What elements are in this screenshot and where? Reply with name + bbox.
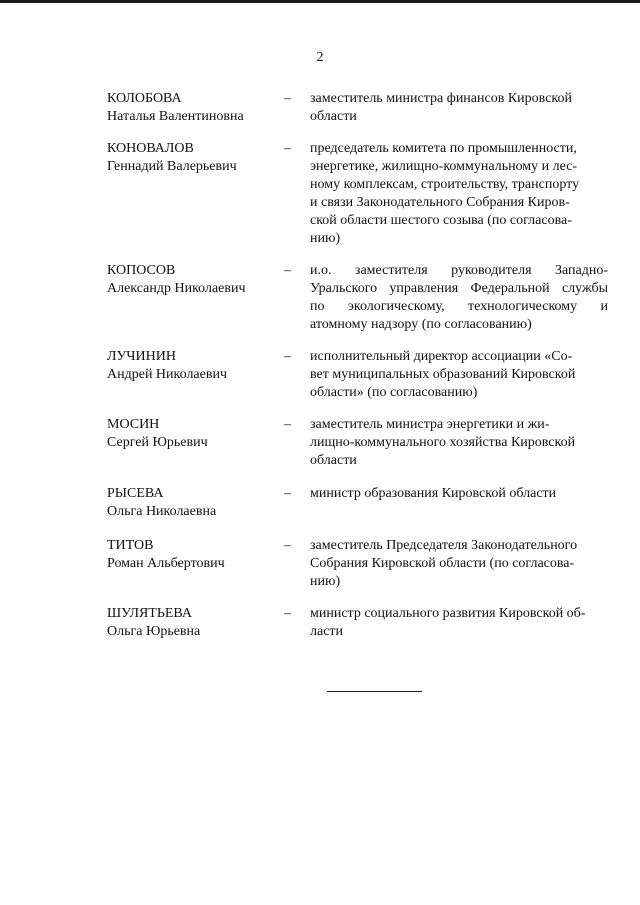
- member-name: [107, 90, 282, 126]
- dash-separator: –: [284, 91, 291, 106]
- position-line: области: [310, 453, 357, 468]
- member-surname: РЫСЕВА: [107, 486, 164, 501]
- member-name: [107, 348, 282, 384]
- member-surname: ТИТОВ: [107, 538, 154, 553]
- position-line: нию): [310, 231, 341, 246]
- dash-separator: –: [284, 486, 291, 501]
- dash-separator: –: [284, 349, 291, 364]
- member-position: [310, 416, 608, 470]
- position-line: заместитель министра финансов Кировской: [310, 91, 572, 106]
- closing-rule: [327, 691, 422, 692]
- position-line: председатель комитета по промышленности,: [310, 141, 577, 156]
- member-name: [107, 605, 282, 641]
- position-line: области: [310, 109, 357, 124]
- position-line: министр социального развития Кировской об-: [310, 606, 586, 621]
- member-surname: КОНОВАЛОВ: [107, 141, 194, 156]
- member-surname: МОСИН: [107, 417, 160, 432]
- member-name: [107, 140, 282, 176]
- position-line: ному комплексам, строительству, транспорту: [310, 177, 580, 192]
- member-position: [310, 262, 608, 334]
- position-line: Собрания Кировской области (по согласова-: [310, 556, 575, 571]
- member-surname: КОЛОБОВА: [107, 91, 182, 106]
- position-line: и связи Законодательного Собрания Киров-: [310, 195, 570, 210]
- position-line: лищно-коммунального хозяйства Кировской: [310, 435, 576, 450]
- position-line: заместитель министра энергетики и жи-: [310, 417, 550, 432]
- member-name: [107, 262, 282, 298]
- position-line: области» (по согласованию): [310, 385, 478, 400]
- member-first-patronymic: Ольга Юрьевна: [107, 624, 201, 639]
- position-line: по экологическому, технологическому и: [310, 299, 608, 314]
- dash-separator: –: [284, 538, 291, 553]
- page-top-border: [0, 0, 640, 3]
- member-name: [107, 537, 282, 573]
- dash-separator: –: [284, 141, 291, 156]
- position-line: энергетике, жилищно-коммунальному и лес-: [310, 159, 578, 174]
- position-line: вет муниципальных образований Кировской: [310, 367, 576, 382]
- member-first-patronymic: Наталья Валентиновна: [107, 109, 244, 124]
- member-first-patronymic: Андрей Николаевич: [107, 367, 227, 382]
- member-position: [310, 140, 608, 248]
- position-line: атомному надзору (по согласованию): [310, 317, 532, 332]
- member-surname: ШУЛЯТЬЕВА: [107, 606, 192, 621]
- position-line: министр образования Кировской области: [310, 486, 557, 501]
- member-surname: КОПОСОВ: [107, 263, 176, 278]
- dash-separator: –: [284, 606, 291, 621]
- position-line: и.о. заместителя руководителя Западно-: [310, 263, 608, 278]
- position-line: ласти: [310, 624, 344, 639]
- member-first-patronymic: Сергей Юрьевич: [107, 435, 208, 450]
- member-first-patronymic: Ольга Николаевна: [107, 504, 217, 519]
- member-surname: ЛУЧИНИН: [107, 349, 176, 364]
- dash-separator: –: [284, 417, 291, 432]
- position-line: исполнительный директор ассоциации «Со-: [310, 349, 573, 364]
- member-position: [310, 605, 608, 641]
- dash-separator: –: [284, 263, 291, 278]
- position-line: Уральского управления Федеральной службы: [310, 281, 608, 296]
- position-line: заместитель Председателя Законодательного: [310, 538, 578, 553]
- position-line: нию): [310, 574, 341, 589]
- member-first-patronymic: Роман Альбертович: [107, 556, 225, 571]
- position-line: ской области шестого созыва (по согласова-: [310, 213, 572, 228]
- member-position: [310, 537, 608, 591]
- member-name: [107, 416, 282, 452]
- member-name: [107, 485, 282, 521]
- member-position: [310, 348, 608, 402]
- page-number: 2: [316, 50, 324, 65]
- member-first-patronymic: Геннадий Валерьевич: [107, 159, 237, 174]
- member-position: [310, 90, 608, 126]
- member-position: [310, 485, 608, 503]
- member-first-patronymic: Александр Николаевич: [107, 281, 246, 296]
